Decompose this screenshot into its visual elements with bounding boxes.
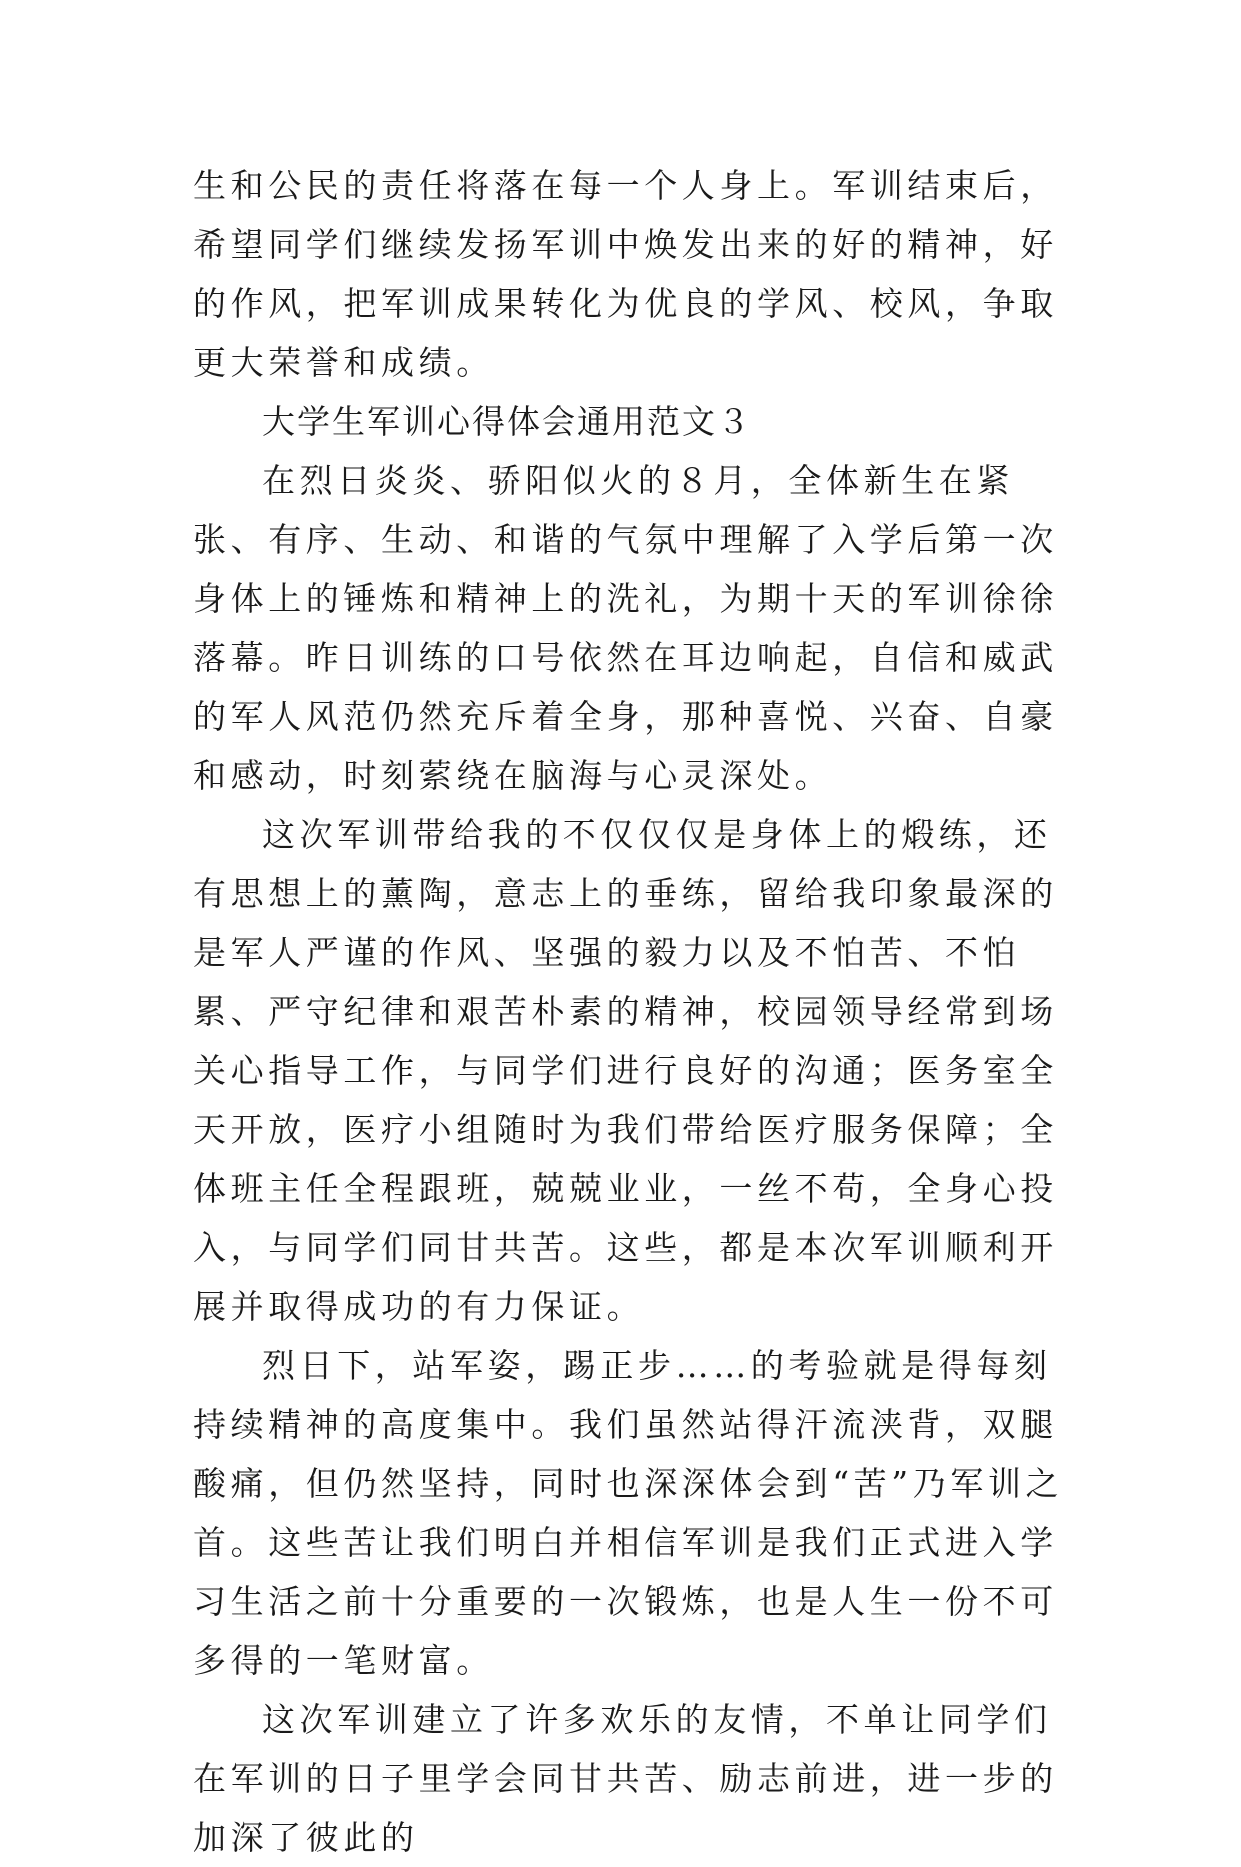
document-body — [193, 156, 1083, 1867]
section-heading: 大学生军训心得体会通用范文３ — [262, 402, 752, 441]
paragraph-continuation: 生和公民的责任将落在每一个人身上。军训结束后，希望同学们继续发扬军训中焕发出来的好的精神，好的作风，把军训成果转化为优良的学风、校风，争取更大荣誉和成绩。 — [193, 166, 1058, 382]
paragraph: 在烈日炎炎、骄阳似火的８月，全体新生在紧张、有序、生动、和谐的气氛中理解了入学后第一次身体上的锤炼和精神上的洗礼，为期十天的军训徐徐落幕。昨日训练的口号依然在耳边响起，自信和威武的军人风范仍然充斥着全身，那种喜悦、兴奋、自豪和感动，时刻萦绕在脑海与心灵深处。 — [193, 461, 1058, 795]
paragraph: 烈日下，站军姿，踢正步……的考验就是得每刻持续精神的高度集中。我们虽然站得汗流浃背，双腿酸痛，但仍然坚持，同时也深深体会到“苦”乃军训之首。这些苦让我们明白并相信军训是我们正式进入学习生活之前十分重要的一次锻炼，也是人生一份不可多得的一笔财富。 — [193, 1346, 1064, 1680]
paragraph: 这次军训带给我的不仅仅仅是身体上的煅练，还有思想上的薰陶，意志上的垂练，留给我印象最深的是军人严谨的作风、坚强的毅力以及不怕苦、不怕累、严守纪律和艰苦朴素的精神，校园领导经常到场关心指导工作，与同学们进行良好的沟通；医务室全天开放，医疗小组随时为我们带给医疗服务保障；全体班主任全程跟班，兢兢业业，一丝不苟，全身心投入，与同学们同甘共苦。这些，都是本次军训顺利开展并取得成功的有力保证。 — [193, 815, 1058, 1326]
paragraph: 这次军训建立了许多欢乐的友情，不单让同学们在军训的日子里学会同甘共苦、励志前进，进一步的加深了彼此的 — [193, 1700, 1058, 1857]
